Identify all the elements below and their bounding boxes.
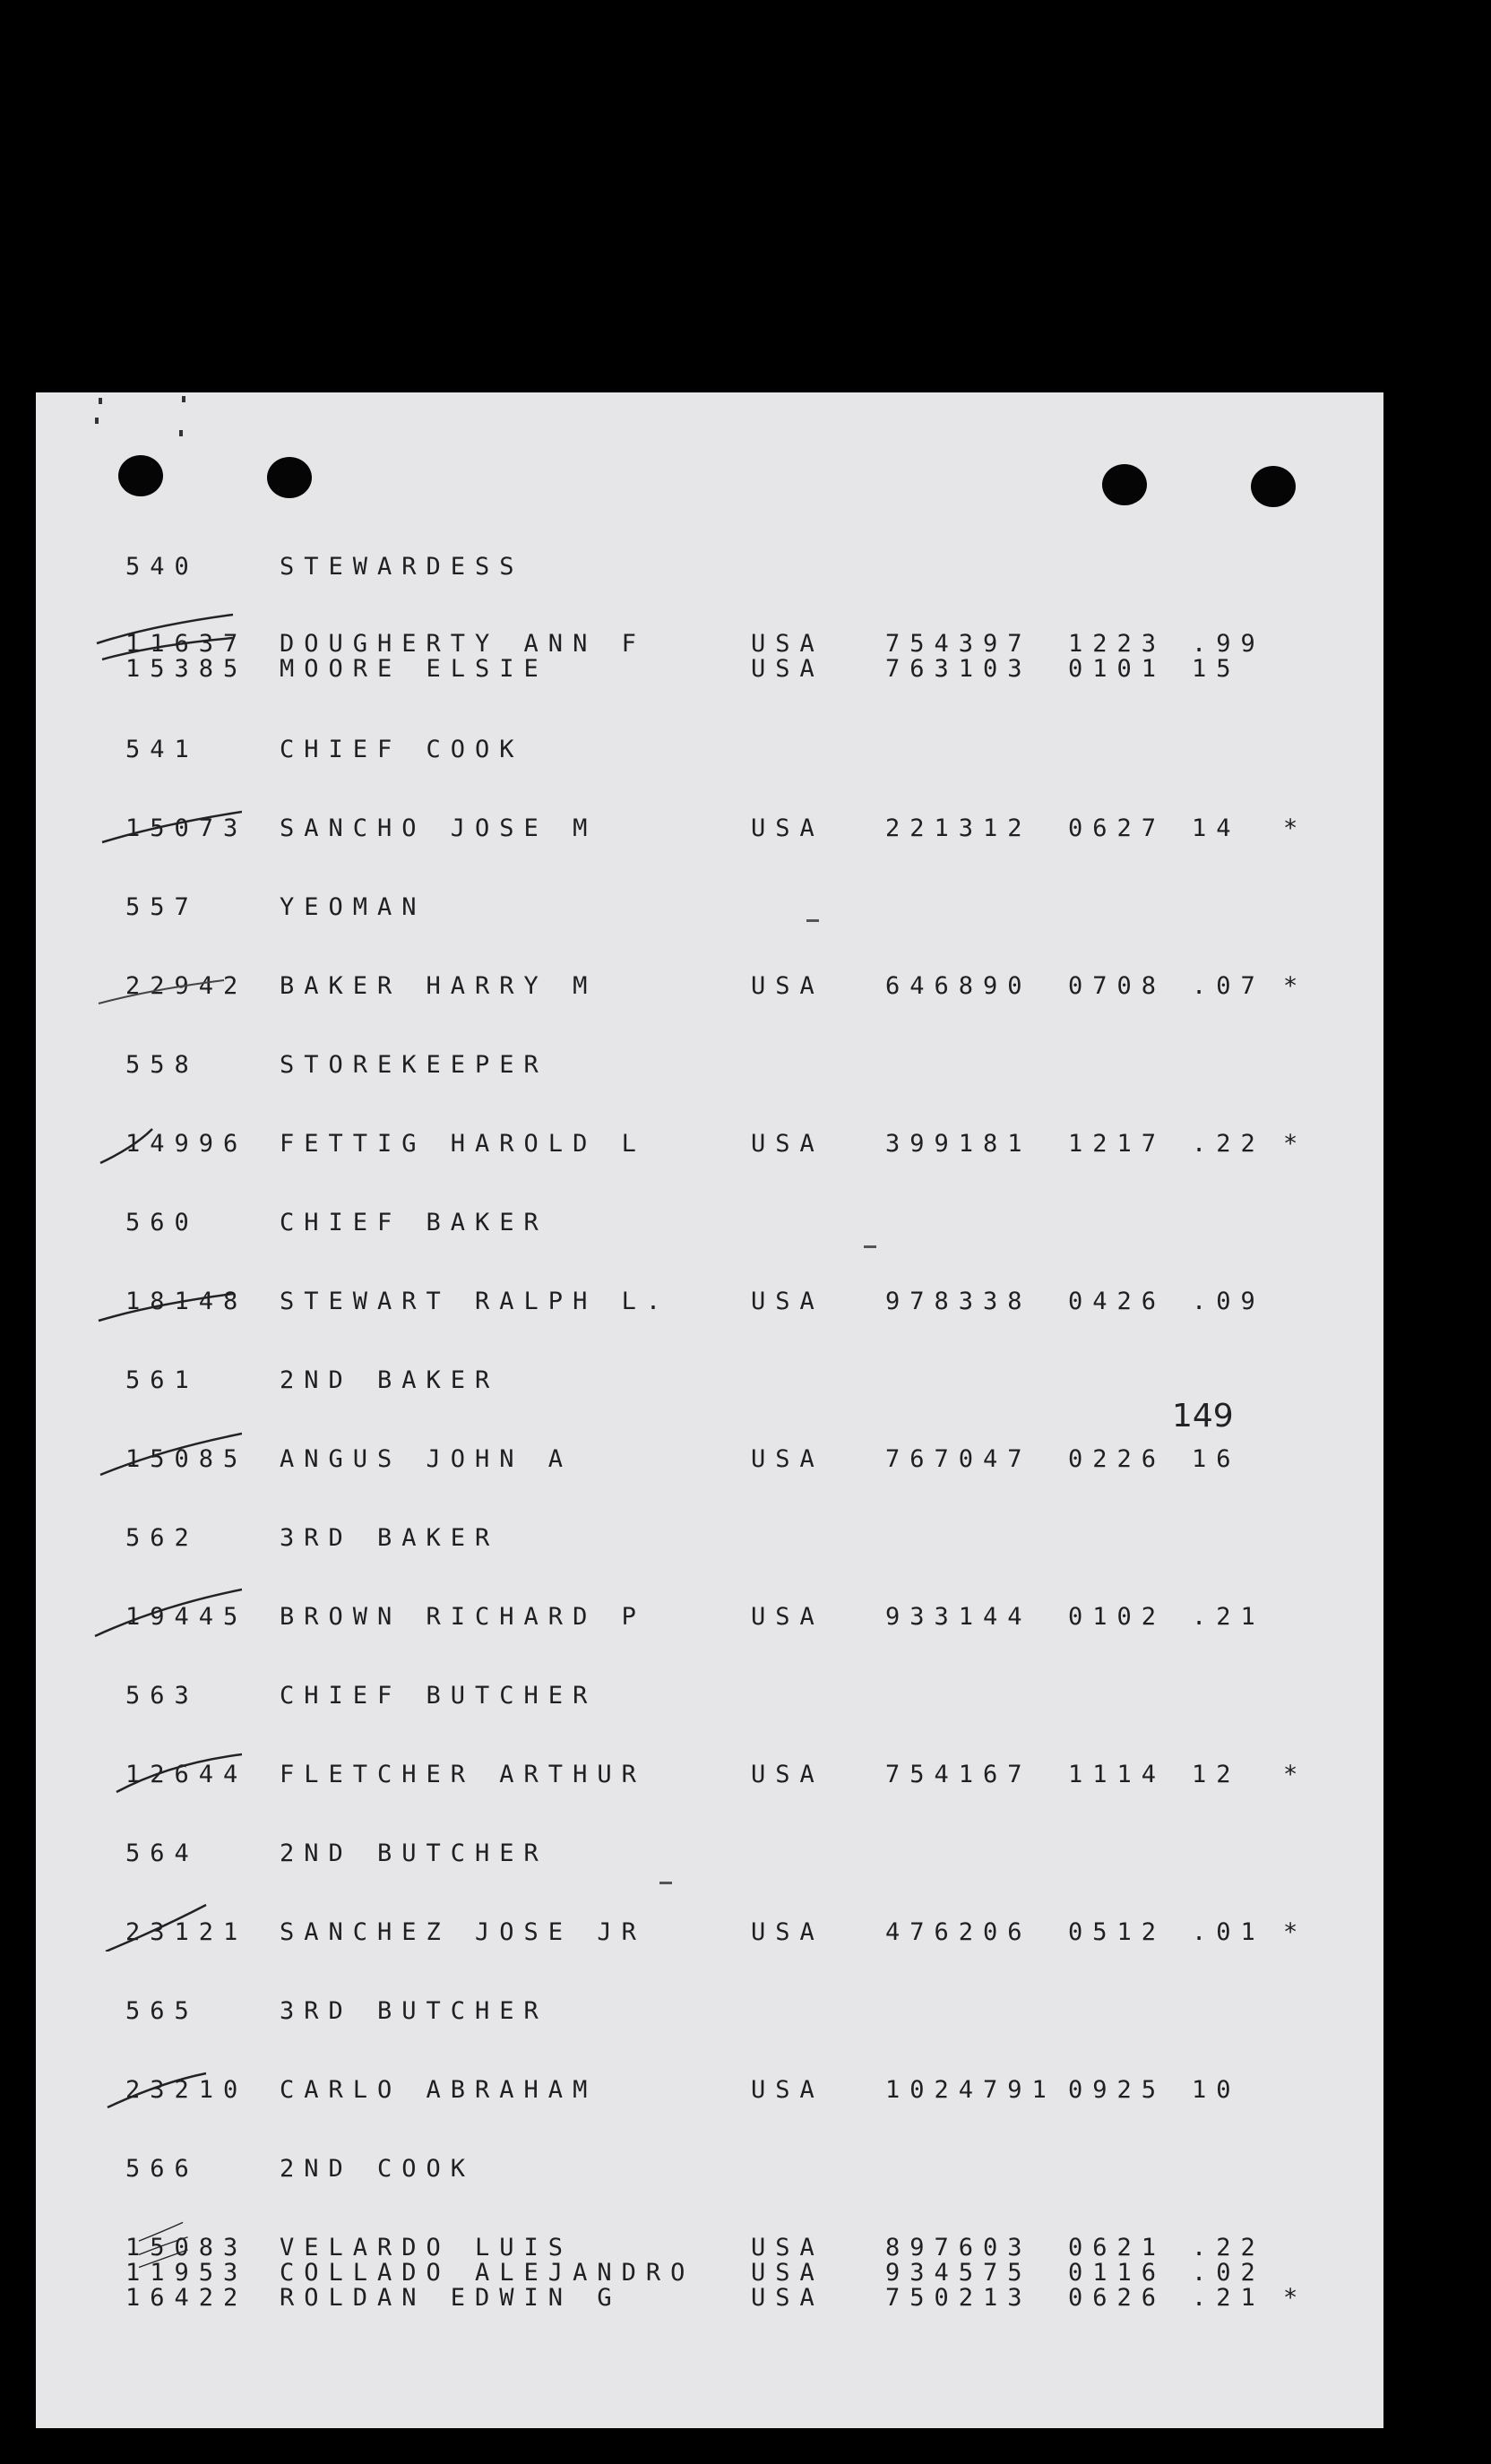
punch-hole bbox=[1102, 464, 1147, 505]
crew-name: FLETCHER ARTHUR bbox=[280, 1761, 646, 1788]
punch-hole bbox=[118, 455, 163, 496]
crew-name: BROWN RICHARD P bbox=[280, 1603, 646, 1631]
date-code: 1223 bbox=[1068, 630, 1167, 658]
crew-record bbox=[36, 631, 1383, 656]
document-number: 978338 bbox=[885, 1288, 1032, 1315]
scan-speck bbox=[806, 919, 819, 922]
crew-number: 15085 bbox=[125, 1445, 248, 1473]
scan-speck bbox=[864, 1245, 876, 1248]
section-heading bbox=[36, 1840, 1383, 1867]
date-code: 0708 bbox=[1068, 972, 1167, 1000]
position-title: CHIEF BUTCHER bbox=[280, 1682, 598, 1710]
date-code: 0116 bbox=[1068, 2259, 1167, 2287]
amount: .07 bbox=[1192, 972, 1265, 1000]
position-code: 563 bbox=[125, 1682, 199, 1710]
citizenship: USA bbox=[751, 1918, 824, 1946]
document-number: 646890 bbox=[885, 972, 1032, 1000]
position-title: 3RD BUTCHER bbox=[280, 1997, 548, 2025]
date-code: 1114 bbox=[1068, 1761, 1167, 1788]
punch-hole bbox=[267, 457, 312, 498]
date-code: 0626 bbox=[1068, 2284, 1167, 2312]
crew-number: 16422 bbox=[125, 2284, 248, 2312]
position-title: 3RD BAKER bbox=[280, 1524, 500, 1552]
asterisk-mark: * bbox=[1283, 1918, 1298, 1946]
crew-name: MOORE ELSIE bbox=[280, 655, 548, 683]
amount: .21 bbox=[1192, 1603, 1265, 1631]
punch-hole bbox=[1251, 466, 1296, 507]
date-code: 0101 bbox=[1068, 655, 1167, 683]
amount: 14 bbox=[1192, 814, 1241, 842]
position-code: 558 bbox=[125, 1051, 199, 1079]
amount: .09 bbox=[1192, 1288, 1265, 1315]
document-number: 897603 bbox=[885, 2234, 1032, 2262]
position-title: CHIEF COOK bbox=[280, 736, 524, 763]
position-code: 561 bbox=[125, 1366, 199, 1394]
amount: .22 bbox=[1192, 1130, 1265, 1158]
crew-name: SANCHEZ JOSE JR bbox=[280, 1918, 646, 1946]
position-title: 2ND BUTCHER bbox=[280, 1839, 548, 1867]
position-code: 565 bbox=[125, 1997, 199, 2025]
asterisk-mark: * bbox=[1283, 1130, 1298, 1158]
crew-name: VELARDO LUIS bbox=[280, 2234, 573, 2262]
date-code: 0226 bbox=[1068, 1445, 1167, 1473]
amount: 16 bbox=[1192, 1445, 1241, 1473]
citizenship: USA bbox=[751, 1445, 824, 1473]
document-number: 754397 bbox=[885, 630, 1032, 658]
date-code: 0426 bbox=[1068, 1288, 1167, 1315]
position-code: 566 bbox=[125, 2155, 199, 2183]
citizenship: USA bbox=[751, 1761, 824, 1788]
crew-number: 23121 bbox=[125, 1918, 248, 1946]
crew-name: ROLDAN EDWIN G bbox=[280, 2284, 622, 2312]
margin-mark bbox=[95, 418, 99, 424]
document-number: 933144 bbox=[885, 1603, 1032, 1631]
margin-mark bbox=[182, 396, 185, 402]
crew-record bbox=[36, 1131, 1383, 1158]
section-heading bbox=[36, 1683, 1383, 1710]
crew-number: 15073 bbox=[125, 814, 248, 842]
citizenship: USA bbox=[751, 1288, 824, 1315]
crew-record bbox=[36, 1762, 1383, 1788]
amount: 10 bbox=[1192, 2076, 1241, 2104]
position-title: YEOMAN bbox=[280, 893, 427, 921]
crew-name: DOUGHERTY ANN F bbox=[280, 630, 646, 658]
document-page bbox=[36, 392, 1383, 2428]
crew-record bbox=[36, 815, 1383, 842]
document-number: 754167 bbox=[885, 1761, 1032, 1788]
crew-name: SANCHO JOSE M bbox=[280, 814, 598, 842]
crew-number: 15083 bbox=[125, 2234, 248, 2262]
section-heading bbox=[36, 1525, 1383, 1552]
amount: .01 bbox=[1192, 1918, 1265, 1946]
amount: .99 bbox=[1192, 630, 1265, 658]
crew-number: 11637 bbox=[125, 630, 248, 658]
crew-record bbox=[36, 2260, 1383, 2285]
amount: .02 bbox=[1192, 2259, 1265, 2287]
margin-mark bbox=[99, 398, 102, 404]
amount: 15 bbox=[1192, 655, 1241, 683]
document-number: 750213 bbox=[885, 2284, 1032, 2312]
crew-record bbox=[36, 656, 1383, 681]
position-code: 557 bbox=[125, 893, 199, 921]
document-number: 934575 bbox=[885, 2259, 1032, 2287]
crew-number: 23210 bbox=[125, 2076, 248, 2104]
section-heading bbox=[36, 894, 1383, 921]
position-title: CHIEF BAKER bbox=[280, 1209, 548, 1236]
section-heading bbox=[36, 737, 1383, 763]
position-title: 2ND BAKER bbox=[280, 1366, 500, 1394]
asterisk-mark: * bbox=[1283, 2284, 1298, 2312]
citizenship: USA bbox=[751, 2076, 824, 2104]
amount: 12 bbox=[1192, 1761, 1241, 1788]
position-code: 541 bbox=[125, 736, 199, 763]
crew-record bbox=[36, 1919, 1383, 1946]
document-number: 399181 bbox=[885, 1130, 1032, 1158]
section-heading bbox=[36, 1210, 1383, 1236]
crew-name: BAKER HARRY M bbox=[280, 972, 598, 1000]
citizenship: USA bbox=[751, 655, 824, 683]
crew-name: ANGUS JOHN A bbox=[280, 1445, 573, 1473]
position-title: STEWARDESS bbox=[280, 553, 524, 581]
date-code: 1217 bbox=[1068, 1130, 1167, 1158]
crew-number: 14996 bbox=[125, 1130, 248, 1158]
crew-record bbox=[36, 1604, 1383, 1631]
asterisk-mark: * bbox=[1283, 972, 1298, 1000]
crew-number: 12644 bbox=[125, 1761, 248, 1788]
asterisk-mark: * bbox=[1283, 1761, 1298, 1788]
crew-number: 11953 bbox=[125, 2259, 248, 2287]
date-code: 0627 bbox=[1068, 814, 1167, 842]
crew-name: STEWART RALPH L. bbox=[280, 1288, 671, 1315]
position-code: 562 bbox=[125, 1524, 199, 1552]
asterisk-mark: * bbox=[1283, 814, 1298, 842]
section-heading bbox=[36, 2156, 1383, 2183]
position-title: STOREKEEPER bbox=[280, 1051, 548, 1079]
citizenship: USA bbox=[751, 972, 824, 1000]
crew-number: 18148 bbox=[125, 1288, 248, 1315]
date-code: 0102 bbox=[1068, 1603, 1167, 1631]
document-number: 476206 bbox=[885, 1918, 1032, 1946]
citizenship: USA bbox=[751, 2259, 824, 2287]
crew-number: 22942 bbox=[125, 972, 248, 1000]
section-heading bbox=[36, 1052, 1383, 1079]
amount: .21 bbox=[1192, 2284, 1265, 2312]
page-number-stamp: 149 bbox=[1172, 1398, 1234, 1434]
citizenship: USA bbox=[751, 2284, 824, 2312]
crew-name: FETTIG HAROLD L bbox=[280, 1130, 646, 1158]
section-heading bbox=[36, 1998, 1383, 2025]
crew-record bbox=[36, 2285, 1383, 2310]
position-code: 540 bbox=[125, 553, 199, 581]
crew-record bbox=[36, 973, 1383, 1000]
citizenship: USA bbox=[751, 630, 824, 658]
position-title: 2ND COOK bbox=[280, 2155, 476, 2183]
amount: .22 bbox=[1192, 2234, 1265, 2262]
document-number: 221312 bbox=[885, 814, 1032, 842]
crew-name: COLLADO ALEJANDRO bbox=[280, 2259, 695, 2287]
scan-speck bbox=[659, 1882, 672, 1884]
crew-number: 19445 bbox=[125, 1603, 248, 1631]
position-code: 564 bbox=[125, 1839, 199, 1867]
crew-record bbox=[36, 1288, 1383, 1315]
crew-name: CARLO ABRAHAM bbox=[280, 2076, 598, 2104]
crew-record bbox=[36, 2235, 1383, 2260]
citizenship: USA bbox=[751, 814, 824, 842]
document-number: 767047 bbox=[885, 1445, 1032, 1473]
date-code: 0512 bbox=[1068, 1918, 1167, 1946]
date-code: 0621 bbox=[1068, 2234, 1167, 2262]
citizenship: USA bbox=[751, 1130, 824, 1158]
section-heading bbox=[36, 554, 1383, 581]
crew-number: 15385 bbox=[125, 655, 248, 683]
document-number: 763103 bbox=[885, 655, 1032, 683]
citizenship: USA bbox=[751, 1603, 824, 1631]
section-heading bbox=[36, 1367, 1383, 1394]
date-code: 0925 bbox=[1068, 2076, 1167, 2104]
margin-mark bbox=[179, 430, 183, 436]
position-code: 560 bbox=[125, 1209, 199, 1236]
document-number: 1024791 bbox=[885, 2076, 1056, 2104]
citizenship: USA bbox=[751, 2234, 824, 2262]
crew-record bbox=[36, 2077, 1383, 2104]
crew-record bbox=[36, 1446, 1383, 1473]
